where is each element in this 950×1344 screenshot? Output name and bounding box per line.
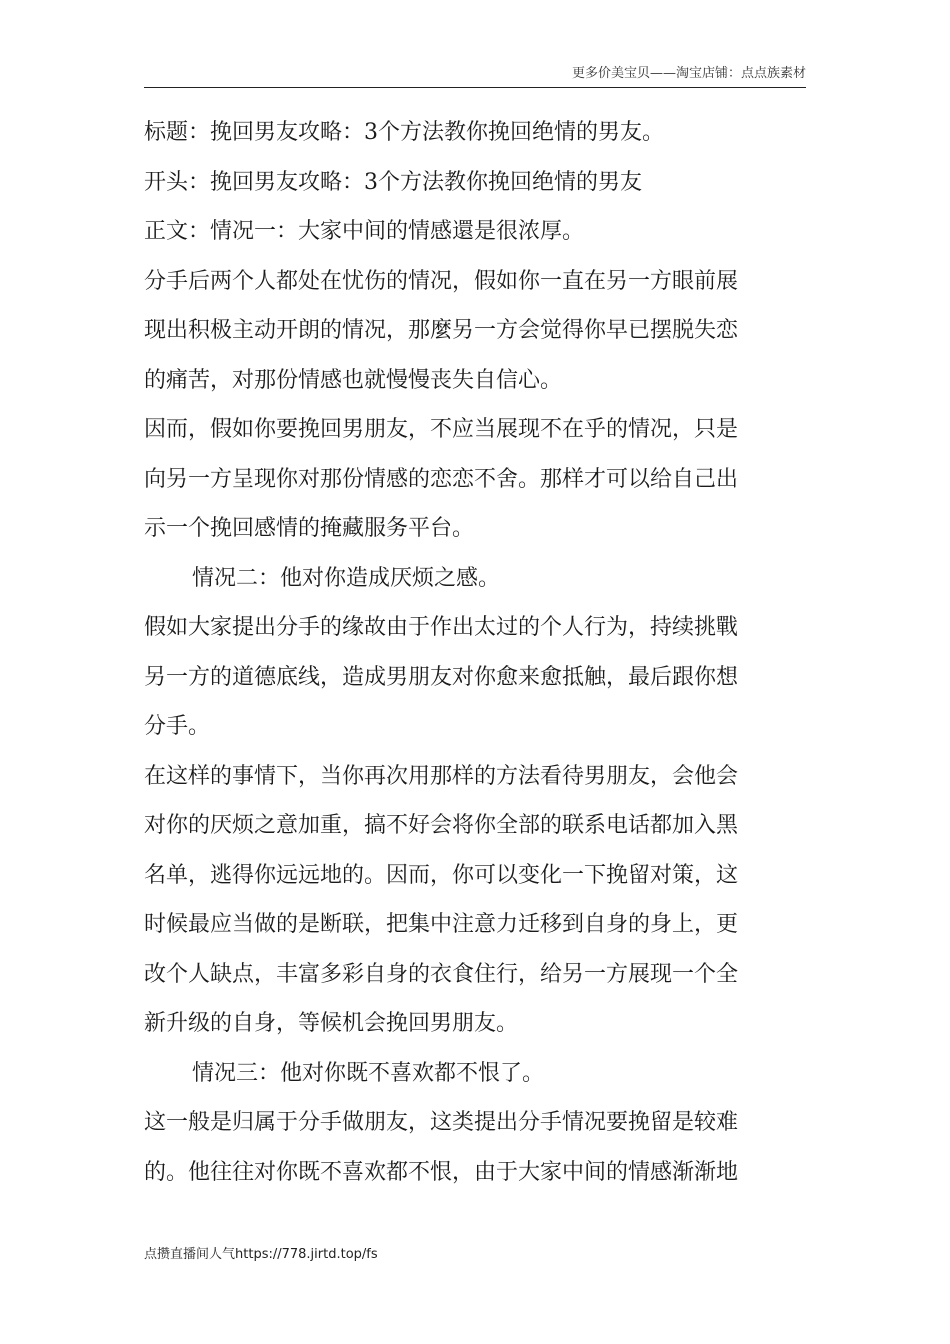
paragraph-line: 对你的厌烦之意加重，搞不好会将你全部的联系电话都加入黑 [144, 813, 739, 838]
paragraph-line: 时候最应当做的是断联，把集中注意力迁移到自身的身上，更 [144, 912, 739, 937]
page-footer [144, 1246, 378, 1264]
paragraph-line: 的痛苦，对那份情感也就慢慢丧失自信心。 [144, 367, 563, 393]
paragraph-line: 因而，假如你要挽回男朋友，不应当展现不在乎的情况，只是 [144, 417, 739, 442]
page-header [144, 66, 806, 88]
document-body [144, 117, 806, 1206]
paragraph-line: 假如大家提出分手的缘故由于作出太过的个人行为，持续挑戰 [144, 615, 739, 640]
paragraph-line: 另一方的道德底线，造成男朋友对你愈来愈抵触，最后跟你想 [144, 664, 739, 690]
paragraph-line: 向另一方呈现你对那份情感的恋恋不舍。那样才可以给自己出 [144, 466, 739, 492]
paragraph-line: 在这样的事情下，当你再次用那样的方法看待男朋友，会他会 [144, 763, 739, 789]
paragraph-line: 的。他往往对你既不喜欢都不恨，由于大家中间的情感渐渐地 [144, 1159, 739, 1185]
paragraph-line: 分手后两个人都处在忧伤的情况，假如你一直在另一方眼前展 [144, 268, 739, 294]
paragraph-line: 名单，逃得你远远地的。因而，你可以变化一下挽留对策，这 [144, 862, 739, 888]
paragraph-line: 现出积极主动开朗的情况，那麼另一方会觉得你早已摆脱失恋 [144, 318, 739, 343]
footer-link[interactable]: https://778.jirtd.top/fs [235, 1247, 378, 1262]
opening-line: 开头：挽回男友攻略：3个方法教你挽回绝情的男友 [144, 169, 642, 195]
footer-label: 点攒直播间人气 [144, 1247, 236, 1262]
paragraph-line: 这一般是归属于分手做朋友，这类提出分手情况要挽留是较难 [144, 1110, 739, 1135]
section-heading-3: 情况三：他对你既不喜欢都不恨了。 [192, 1060, 545, 1086]
section-heading-2: 情况二：他对你造成厌烦之感。 [192, 565, 501, 591]
paragraph-line: 分手。 [144, 714, 211, 739]
paragraph-line: 示一个挽回感情的掩藏服务平台。 [144, 516, 475, 541]
paragraph-line: 改个人缺点，丰富多彩自身的衣食住行，给另一方展现一个全 [144, 961, 739, 987]
section-heading-1: 正文：情况一：大家中间的情感還是很浓厚。 [144, 219, 585, 244]
title-line: 标题：挽回男友攻略：3个方法教你挽回绝情的男友。 [144, 120, 664, 145]
header-text: 更多价美宝贝——淘宝店铺：点点族素材 [571, 66, 806, 81]
paragraph-line: 新升级的自身，等候机会挽回男朋友。 [144, 1011, 519, 1036]
